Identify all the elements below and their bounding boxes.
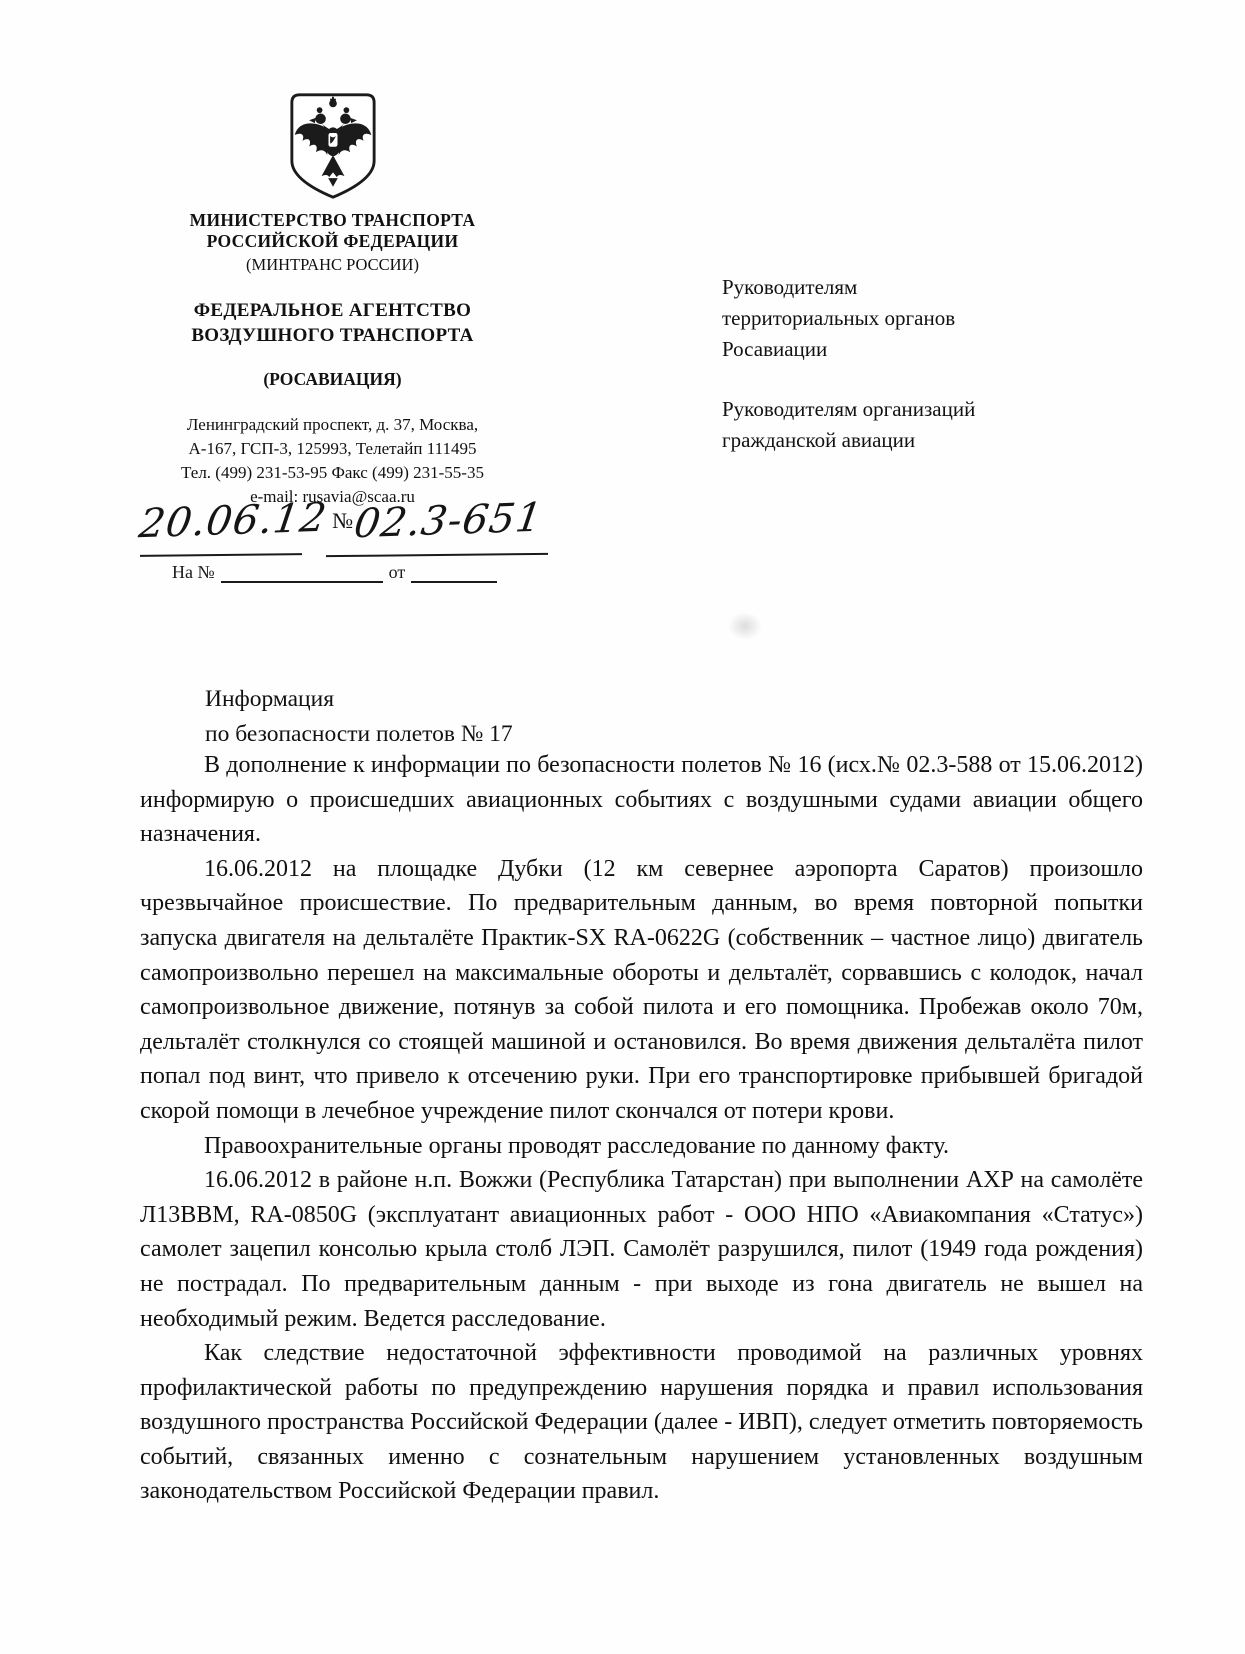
letterhead-block [140,92,525,509]
handwritten-number: 02.3-651 [351,494,546,548]
addressee1-line1: Руководителям [722,275,858,299]
reply-number-label: На № [172,562,215,582]
address-line-1: Ленинградский проспект, д. 37, Москва, [186,415,479,434]
ministry-name-line1: МИНИСТЕРСТВО ТРАНСПОРТА [189,210,476,230]
agency-short-name: (РОСАВИАЦИЯ) [263,369,402,389]
paragraph-4: 16.06.2012 в районе н.п. Вожжи (Республика Татарстан) при выполнении АХР на самолёте Л13ВВМ, RA-0850G (эксплуатант авиационных работ - ООО НПО «Авиакомпания «Статус») самолет зацепил консолью крыла столб ЛЭП. Самолёт разрушился, пилот (1949 года рождения) не пострадал. По предварительным данным - при выходе из гона двигатель не вышел на необходимый режим. Ведется расследование. [140,1167,1143,1332]
addressee2-line2: гражданской авиации [722,428,916,452]
addressee1-line3: Росавиации [722,337,828,361]
subject-line1: Информация [205,686,335,712]
address-line-2: А-167, ГСП-3, 125993, Телетайп 111495 [188,439,477,458]
coat-of-arms-emblem [285,92,381,202]
reply-from-label: от [388,562,406,582]
paragraph-3: Правоохранительные органы проводят расследование по данному факту. [204,1132,950,1159]
subject-line2: по безопасности полетов № 17 [205,721,513,747]
date-underline [140,553,302,557]
paragraph-2: 16.06.2012 на площадке Дубки (12 км севернее аэропорта Саратов) произошло чрезвычайное происшествие. По предварительным данным, во время повторной попытки запуска двигателя на дельталёте Практик-SX RA-0622G (собственник – частное лицо) двигатель самопроизвольно перешел на максимальные обороты и дельталёт, сорвавшись с колодок, начал самопроизвольное движение, потянув за собой пилота и его помощника. Пробежав около 70м, дельталёт столкнулся со стоящей машиной и остановился. Во время движения дельталёта пилот попал под винт, что привело к отсечению руки. При его транспортировке прибывшей бригадой скорой помощи в лечебное учреждение пилот скончался от потери крови. [140,855,1143,1124]
subject-block [205,682,513,752]
number-underline [326,553,548,557]
reply-date-blank [411,565,497,583]
addressee2-line1: Руководителям организаций [722,397,976,421]
address-block [140,413,525,509]
ministry-short-name: (МИНТРАНС РОССИИ) [246,255,419,274]
address-line-4: e-mail: rusavia@scaa.ru [250,487,415,506]
reply-number-blank [221,565,383,583]
paragraph-5: Как следствие недостаточной эффективности проводимой на различных уровнях профилактической работы по предупреждению нарушения порядка и правил использования воздушного пространства Российской Федерации (далее - ИВП), следует отметить повторяемость событий, связанных именно с сознательным нарушением установленных воздушным законодательством Российской Федерации правил. [140,1340,1143,1505]
address-line-3: Тел. (499) 231-53-95 Факс (499) 231-55-35 [181,463,484,482]
number-sign: № [332,508,354,533]
paragraph-1: В дополнение к информации по безопасности полетов № 16 (исх.№ 02.3-588 от 15.06.2012) информирую о происшедших авиационных событиях с воздушными судами авиации общего назначения. [140,752,1143,848]
addressees-block [722,272,1122,456]
reply-reference-row [172,562,497,583]
agency-name-line1: ФЕДЕРАЛЬНОЕ АГЕНТСТВО [193,300,472,321]
addressee1-line2: территориальных органов [722,306,956,330]
double-headed-eagle-icon [285,92,381,202]
handwritten-date: 20.06.12 [136,494,330,548]
scan-smudge-artifact [728,612,762,640]
letter-body [140,748,1143,1509]
ministry-name-line2: РОССИЙСКОЙ ФЕДЕРАЦИИ [206,231,459,251]
agency-name-line2: ВОЗДУШНОГО ТРАНСПОРТА [191,325,474,346]
